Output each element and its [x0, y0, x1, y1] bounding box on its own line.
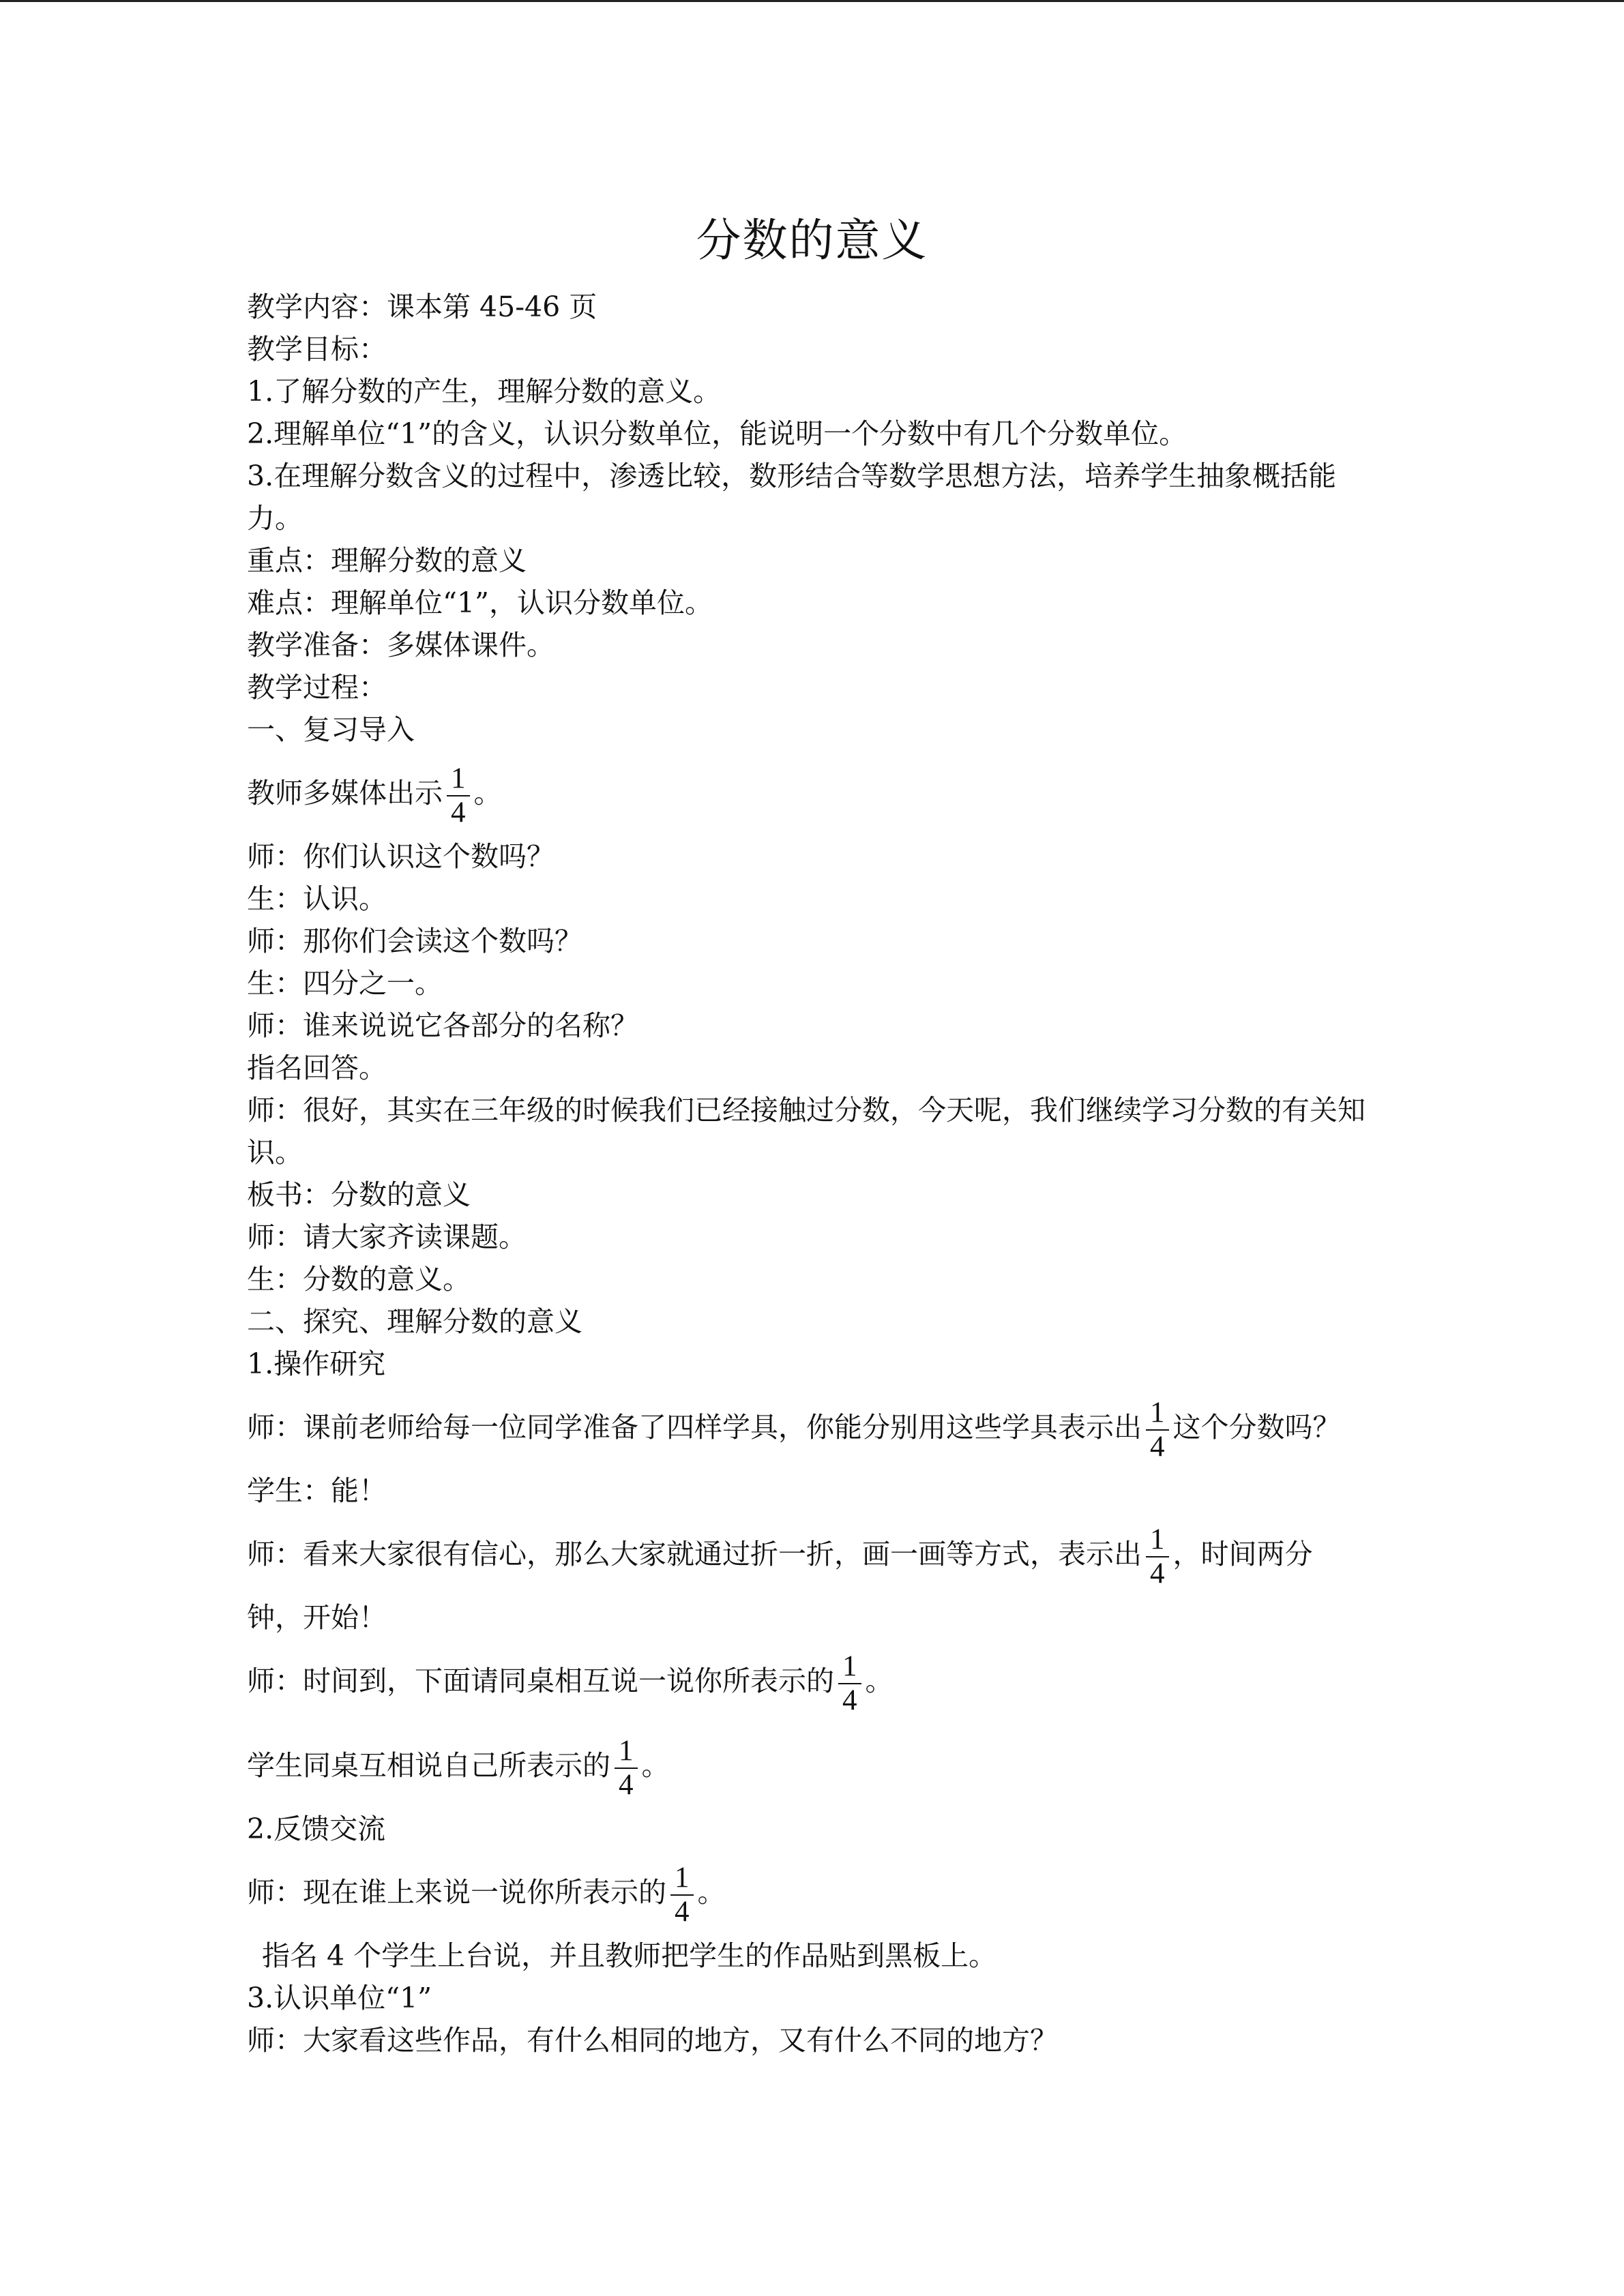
fraction-numerator: 1	[1150, 1396, 1165, 1429]
fraction-denominator: 4	[1150, 1430, 1165, 1463]
section-1-heading: 一、复习导入	[247, 713, 415, 746]
fraction-one-quarter	[1146, 1525, 1169, 1589]
paragraph-show-fraction	[247, 751, 1372, 835]
text-segment: 。	[641, 1749, 670, 1782]
text-segment: 教师多媒体出示	[247, 777, 443, 809]
text-segment: 。	[865, 1665, 894, 1697]
dialogue-line: 钟，开始！	[247, 1601, 387, 1634]
fraction-denominator: 4	[451, 796, 466, 829]
section-2-heading: 二、探究、理解分数的意义	[247, 1305, 582, 1338]
process-heading: 教学过程：	[247, 671, 387, 704]
objective-2: 2.理解单位“1”的含义，认识分数单位，能说明一个分数中有几个分数单位。	[247, 417, 1187, 450]
fraction-one-quarter	[447, 764, 470, 828]
dialogue-line: 生：分数的意义。	[247, 1263, 471, 1296]
text-segment: 师：现在谁上来说一说你所表示的	[247, 1876, 666, 1909]
dialogue-line: 生：四分之一。	[247, 967, 443, 1000]
dialogue-line: 生：认识。	[247, 882, 387, 915]
dialogue-line: 师：请大家齐读课题。	[247, 1221, 527, 1253]
fraction-numerator: 1	[675, 1861, 690, 1894]
dialogue-line: 指名回答。	[247, 1052, 387, 1084]
document-title: 分数的意义	[696, 214, 928, 267]
fraction-denominator: 4	[1150, 1557, 1165, 1590]
document-body	[247, 286, 1372, 2061]
fraction-numerator: 1	[451, 762, 466, 794]
subsection-heading: 3.认识单位“1”	[247, 1982, 432, 2014]
text-segment: 这个分数吗？	[1172, 1411, 1341, 1444]
text-segment: 师：课前老师给每一位同学准备了四样学具，你能分别用这些学具表示出	[247, 1411, 1142, 1444]
fraction-one-quarter	[1146, 1398, 1169, 1462]
paragraph-with-fraction	[247, 1723, 1372, 1808]
fraction-numerator: 1	[1150, 1523, 1165, 1555]
dialogue-line: 师：大家看这些作品，有什么相同的地方，又有什么不同的地方？	[247, 2024, 1058, 2057]
paragraph-with-fraction	[247, 1385, 1372, 1470]
key-point: 重点：理解分数的意义	[247, 544, 527, 577]
subsection-heading: 2.反馈交流	[247, 1813, 386, 1845]
text-segment: 师：时间到，下面请同桌相互说一说你所表示的	[247, 1665, 834, 1697]
fraction-numerator: 1	[619, 1734, 634, 1767]
dialogue-line: 学生：能！	[247, 1474, 387, 1507]
teaching-content: 教学内容：课本第 45-46 页	[247, 290, 597, 323]
fraction-denominator: 4	[619, 1768, 634, 1801]
fraction-one-quarter	[838, 1652, 861, 1716]
text-segment: 。	[473, 777, 502, 809]
paragraph-with-fraction	[247, 1850, 1372, 1935]
subsection-heading: 1.操作研究	[247, 1347, 386, 1380]
text-segment: 。	[697, 1876, 726, 1909]
text-segment: 师：看来大家很有信心，那么大家就通过折一折，画一画等方式，表示出	[247, 1538, 1142, 1570]
objective-1: 1.了解分数的产生，理解分数的意义。	[247, 375, 722, 408]
fraction-denominator: 4	[675, 1895, 690, 1928]
preparation: 教学准备：多媒体课件。	[247, 629, 555, 661]
blackboard-note: 板书：分数的意义	[247, 1178, 471, 1211]
paragraph-with-fraction	[247, 1639, 1372, 1723]
dialogue-line: 师：你们认识这个数吗？	[247, 840, 555, 873]
fraction-one-quarter	[670, 1863, 694, 1927]
dialogue-line: 师：很好，其实在三年级的时候我们已经接触过分数，今天呢，我们继续学习分数的有关知识。	[247, 1094, 1365, 1169]
fraction-numerator: 1	[842, 1650, 857, 1682]
text-segment: ，时间两分	[1172, 1538, 1313, 1570]
fraction-one-quarter	[615, 1736, 638, 1800]
difficult-point: 难点：理解单位“1”，认识分数单位。	[247, 586, 713, 619]
dialogue-line: 师：谁来说说它各部分的名称？	[247, 1009, 638, 1042]
dialogue-line: 指名 4 个学生上台说，并且教师把学生的作品贴到黑板上。	[262, 1939, 997, 1972]
objectives-heading: 教学目标：	[247, 333, 387, 366]
objective-3: 3.在理解分数含义的过程中，渗透比较，数形结合等数学思想方法，培养学生抽象概括能力。	[247, 460, 1337, 535]
dialogue-line: 师：那你们会读这个数吗？	[247, 925, 582, 957]
fraction-denominator: 4	[842, 1684, 857, 1716]
text-segment: 学生同桌互相说自己所表示的	[247, 1749, 610, 1782]
paragraph-with-fraction	[247, 1512, 1372, 1596]
